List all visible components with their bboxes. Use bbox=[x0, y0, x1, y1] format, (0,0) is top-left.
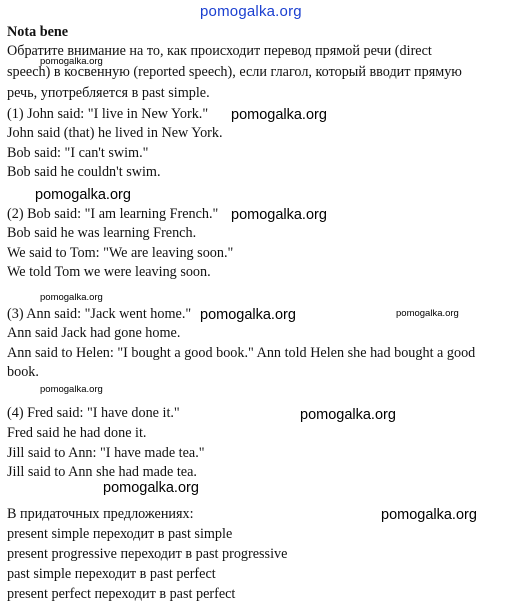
rule-line: present simple переходит в past simple bbox=[7, 526, 233, 542]
example-line: Bob said: "I can't swim." bbox=[7, 145, 149, 161]
example-line: (3) Ann said: "Jack went home." bbox=[7, 306, 192, 322]
example-line: (1) John said: "I live in New York." bbox=[7, 106, 209, 122]
intro-line: speech) в косвенную (reported speech), если глагол, который вводит прямую bbox=[7, 64, 462, 80]
example-line: Bob said he couldn't swim. bbox=[7, 164, 161, 180]
example-line: Jill said to Ann: "I have made tea." bbox=[7, 445, 205, 461]
watermark: pomogalka.org bbox=[200, 3, 302, 20]
watermark: pomogalka.org bbox=[40, 292, 103, 303]
watermark: pomogalka.org bbox=[231, 107, 327, 123]
page-title: Nota bene bbox=[7, 24, 69, 40]
watermark: pomogalka.org bbox=[200, 307, 296, 323]
watermark: pomogalka.org bbox=[231, 207, 327, 223]
example-line: Jill said to Ann she had made tea. bbox=[7, 464, 197, 480]
example-line: Ann said Jack had gone home. bbox=[7, 325, 181, 341]
rule-line: present progressive переходит в past progressive bbox=[7, 546, 288, 562]
example-line: Ann said to Helen: "I bought a good book." Ann told Helen she had bought a good bbox=[7, 345, 476, 361]
example-line: Fred said he had done it. bbox=[7, 425, 147, 441]
example-line: We said to Tom: "We are leaving soon." bbox=[7, 245, 234, 261]
rules-heading: В придаточных предложениях: bbox=[7, 506, 194, 522]
example-line: We told Tom we were leaving soon. bbox=[7, 264, 211, 280]
example-line: Bob said he was learning French. bbox=[7, 225, 197, 241]
example-line: book. bbox=[7, 364, 39, 380]
watermark: pomogalka.org bbox=[40, 56, 103, 67]
rule-line: present perfect переходит в past perfect bbox=[7, 586, 236, 602]
intro-line: речь, употребляется в past simple. bbox=[7, 85, 210, 101]
example-line: John said (that) he lived in New York. bbox=[7, 125, 223, 141]
example-line: (4) Fred said: "I have done it." bbox=[7, 405, 180, 421]
watermark: pomogalka.org bbox=[40, 384, 103, 395]
watermark: pomogalka.org bbox=[300, 407, 396, 423]
rule-line: past simple переходит в past perfect bbox=[7, 566, 216, 582]
watermark: pomogalka.org bbox=[103, 480, 199, 496]
watermark: pomogalka.org bbox=[381, 507, 477, 523]
example-line: (2) Bob said: "I am learning French." bbox=[7, 206, 219, 222]
watermark: pomogalka.org bbox=[35, 187, 131, 203]
watermark: pomogalka.org bbox=[396, 308, 459, 319]
intro-line: Обратите внимание на то, как происходит перевод прямой речи (direct bbox=[7, 43, 432, 59]
